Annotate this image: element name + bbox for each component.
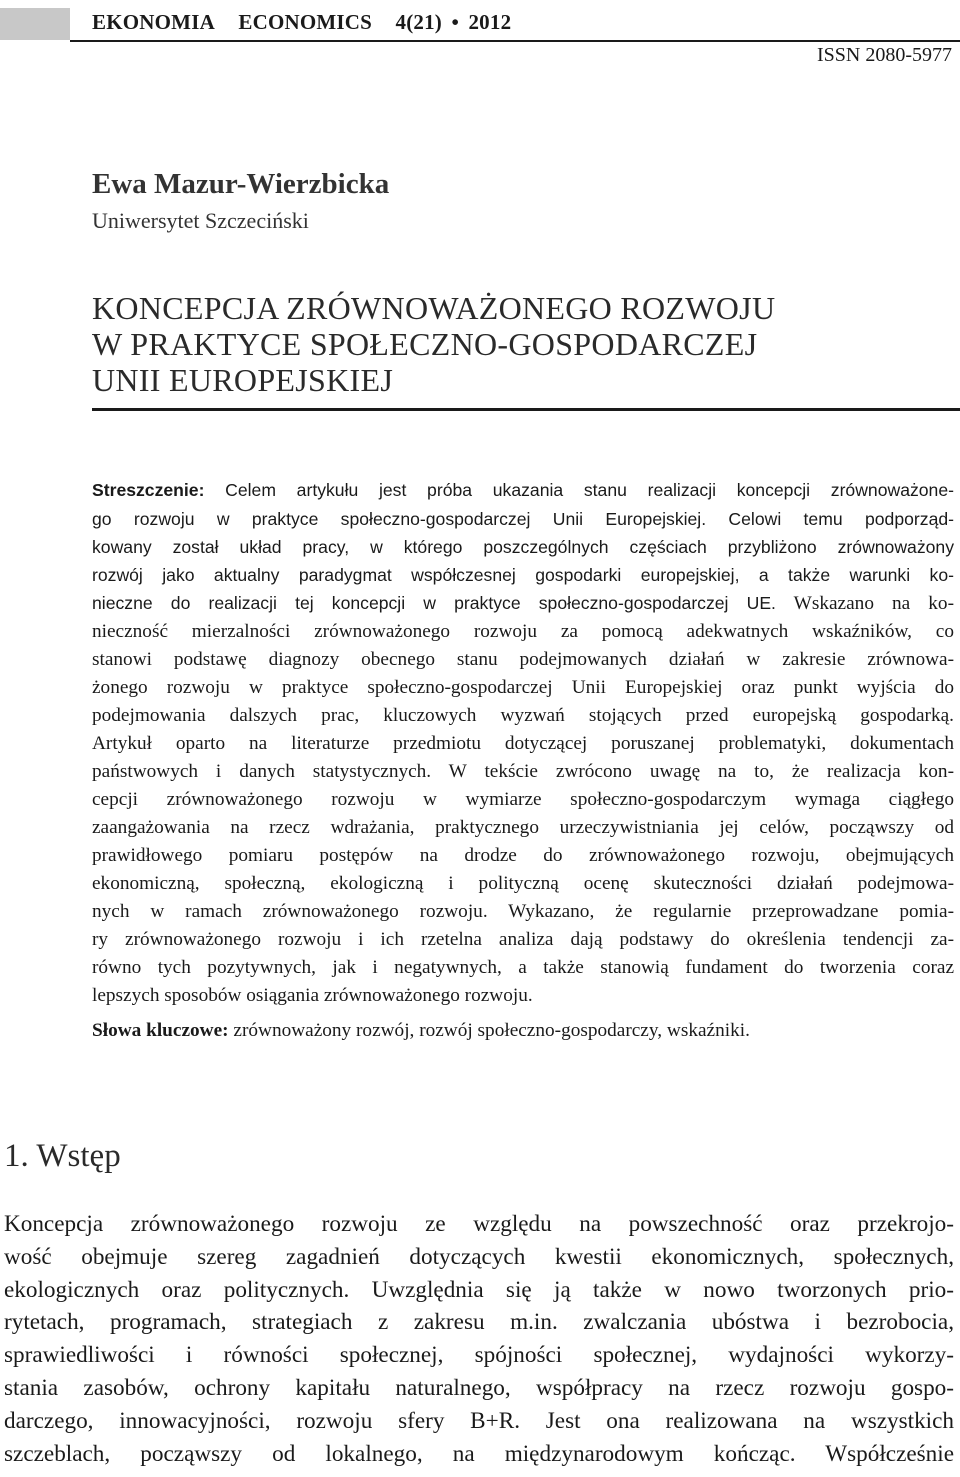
abstract-line: rozwój jako aktualny paradygmat współczesnej gospodarki europejskiej, a także warunki ko- xyxy=(92,565,954,585)
abstract-line: podejmowania dalszych prac, kluczowych wyzwań stojących przed europejską gospodarką. xyxy=(92,705,954,726)
body-line: darczego, innowacyjności, rozwoju sfery B+R. Jest ona realizowana na wszystkich xyxy=(4,1407,954,1434)
title-rule xyxy=(92,408,960,411)
body-line: wość obejmuje szereg zagadnień dotyczących kwestii ekonomicznych, społecznych, xyxy=(4,1243,954,1270)
abstract-text: Celem artykułu jest próba ukazania stanu realizacji koncepcji zrównoważone- xyxy=(204,480,954,500)
issue-year: 2012 xyxy=(468,10,512,34)
title-line: UNII EUROPEJSKIEJ xyxy=(92,362,394,398)
abstract-line: nieczność mierzalności zrównoważonego rozwoju za pomocą adekwatnych wskaźników, co xyxy=(92,621,954,642)
title-line: W PRAKTYCE SPOŁECZNO-GOSPODARCZEJ xyxy=(92,326,758,362)
abstract-line: kowany został układ pracy, w którego poszczególnych częściach przybliżono zrównoważony xyxy=(92,537,954,557)
header-separator: • xyxy=(451,10,460,34)
body-line: sprawiedliwości i równości społecznej, spójności społecznej, wydajności wykorzy- xyxy=(4,1342,954,1369)
abstract-text: Wskazano na ko- xyxy=(775,593,954,614)
journal-name-pl: EKONOMIA xyxy=(92,10,215,34)
abstract-label: Streszczenie: xyxy=(92,480,205,500)
abstract-line: żonego rozwoju w praktyce społeczno-gospodarczej Unii Europejskiej oraz punkt wyjścia do xyxy=(92,677,954,698)
article-title xyxy=(92,290,952,398)
abstract-line: równo tych pozytywnych, jak i negatywnych, a także stanowią fundament do tworzenia coraz xyxy=(92,957,954,978)
author-affiliation: Uniwersytet Szczeciński xyxy=(92,208,309,233)
abstract-line: zaangażowania na rzecz wdrażania, praktycznego urzeczywistniania jej celów, począwszy od xyxy=(92,817,954,838)
abstract-line: państwowych i danych statystycznych. W tekście zwrócono uwagę na to, że realizacja kon- xyxy=(92,761,954,782)
abstract xyxy=(92,476,954,1010)
abstract-line: lepszych sposobów osiągania zrównoważonego rozwoju. xyxy=(92,985,533,1006)
header-rule xyxy=(70,40,960,42)
journal-name-en: ECONOMICS xyxy=(238,10,373,34)
keywords-label: Słowa kluczowe: xyxy=(92,1020,229,1041)
abstract-line: ekonomiczną, społeczną, ekologiczną i polityczną ocenę skuteczności działań podejmowa- xyxy=(92,873,954,894)
title-line: KONCEPCJA ZRÓWNOWAŻONEGO ROZWOJU xyxy=(92,290,776,326)
body-line: stania zasobów, ochrony kapitału naturalnego, współpracy na rzecz rozwoju gospo- xyxy=(4,1374,954,1401)
issn: ISSN 2080-5977 xyxy=(816,44,952,66)
section-heading: 1. Wstęp xyxy=(4,1138,121,1174)
abstract-line: Artykuł oparto na literaturze przedmiotu dotyczącej poruszanej problematyki, dokumentach xyxy=(92,733,954,754)
issue-number: 4(21) xyxy=(395,10,442,34)
journal-header xyxy=(92,10,529,35)
body-line: rytetach, programach, strategiach z zakresu m.in. zwalczania ubóstwa i bezrobocia, xyxy=(4,1309,954,1336)
abstract-text: nieczne do realizacji tej koncepcji w praktyce społeczno-gospodarczej UE. xyxy=(92,593,776,613)
keywords xyxy=(92,1020,750,1042)
body-line: Koncepcja zrównoważonego rozwoju ze względu na powszechność oraz przekrojo- xyxy=(4,1211,954,1237)
section-body xyxy=(4,1208,954,1470)
header-grey-block xyxy=(0,8,70,40)
abstract-line xyxy=(92,476,954,505)
abstract-line: go rozwoju w praktyce społeczno-gospodarczej Unii Europejskiej. Celowi temu podporząd- xyxy=(92,509,954,529)
abstract-line: cepcji zrównoważonego rozwoju w wymiarze społeczno-gospodarczym wymaga ciągłego xyxy=(92,789,954,810)
abstract-line: nych w ramach zrównoważonego rozwoju. Wykazano, że regularnie przeprowadzane pomia- xyxy=(92,901,954,922)
abstract-line: prawidłowego pomiaru postępów na drodze do zrównoważonego rozwoju, obejmujących xyxy=(92,845,954,866)
keywords-text: zrównoważony rozwój, rozwój społeczno-gospodarczy, wskaźniki. xyxy=(228,1020,750,1041)
body-line: ekologicznych oraz politycznych. Uwzględnia się ją także w nowo tworzonych prio- xyxy=(4,1276,954,1303)
author-name: Ewa Mazur-Wierzbicka xyxy=(92,168,390,200)
abstract-line: stanowi podstawę diagnozy obecnego stanu podejmowanych działań w zakresie zrównowa- xyxy=(92,649,954,670)
abstract-line xyxy=(92,589,954,618)
body-line: szczeblach, począwszy od lokalnego, na międzynarodowym kończąc. Współcześnie xyxy=(4,1440,954,1467)
abstract-line: ry zrównoważonego rozwoju i ich rzetelna analiza dają podstawy do określenia tendencji za- xyxy=(92,929,954,950)
running-header xyxy=(0,2,960,42)
